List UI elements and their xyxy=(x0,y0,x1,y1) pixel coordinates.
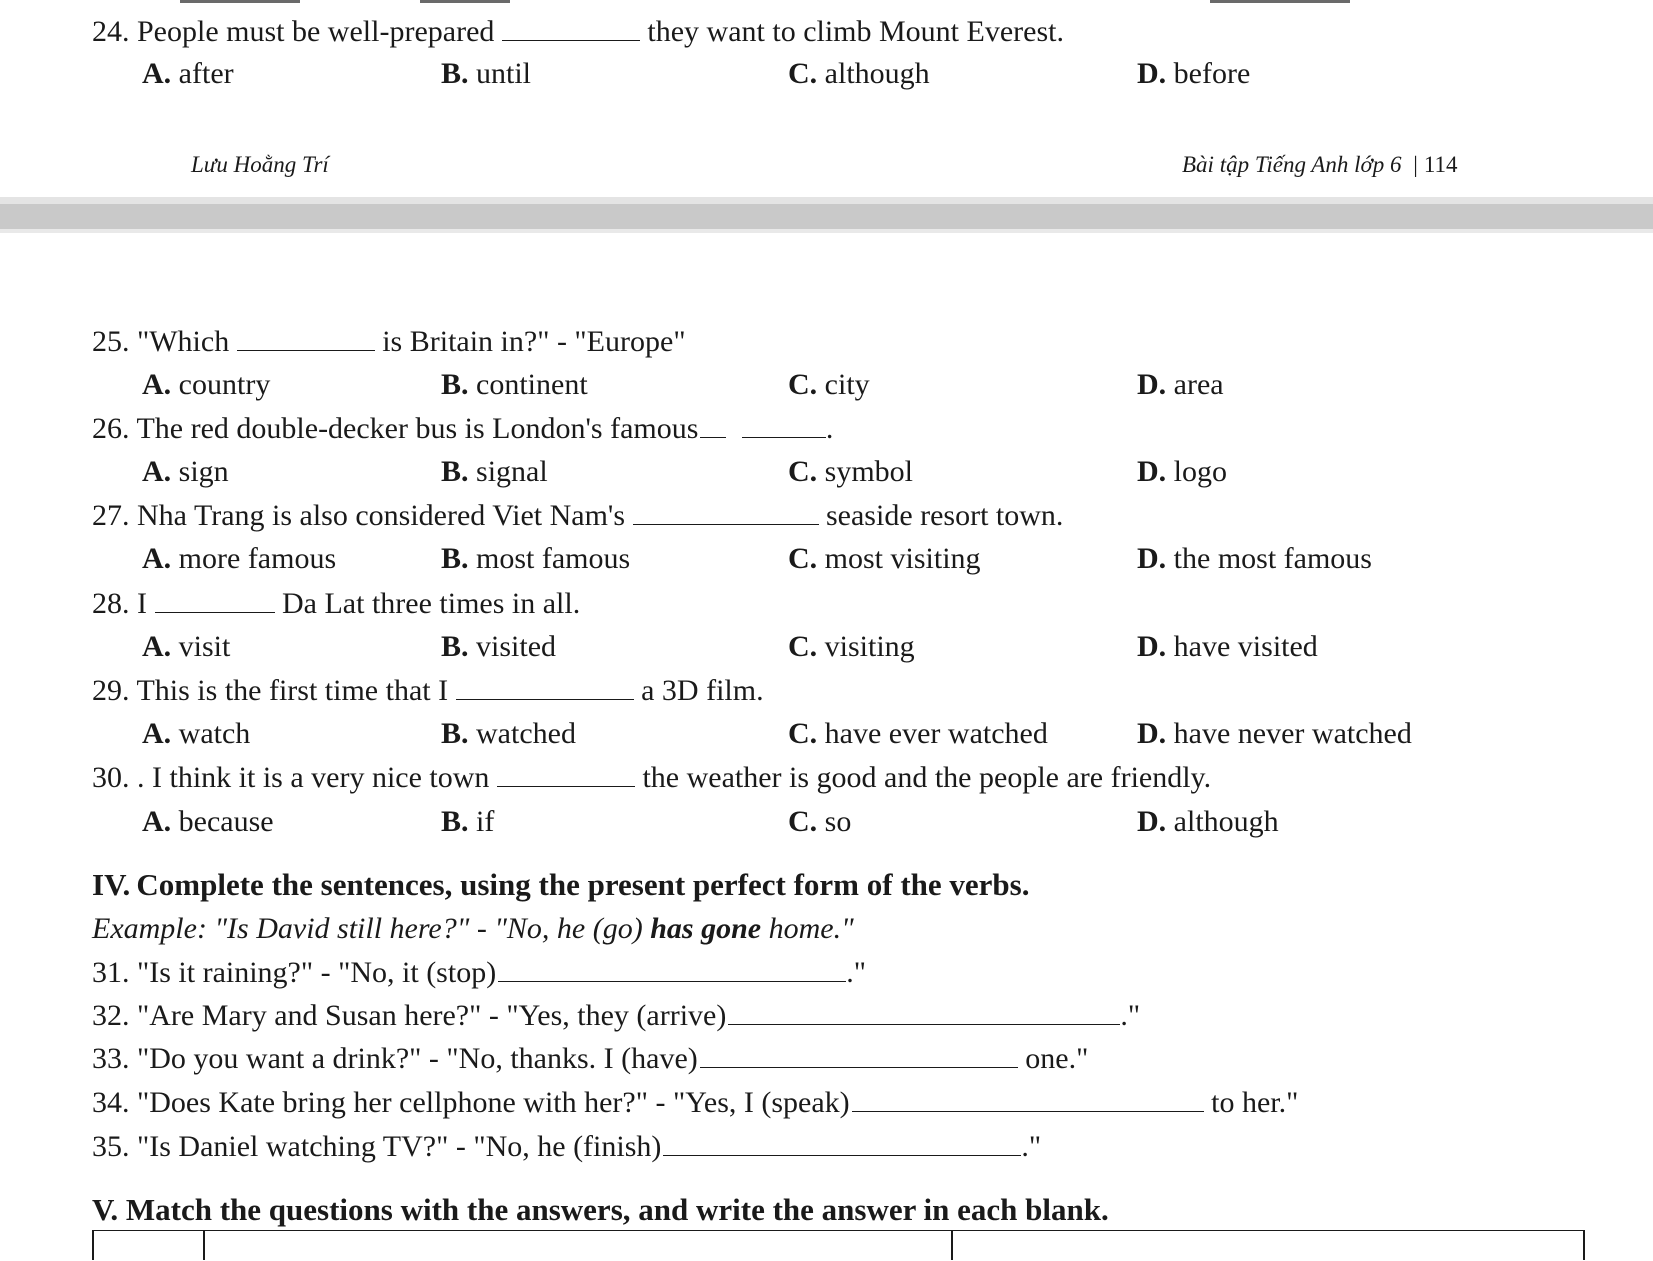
question-text: This is the first time that I xyxy=(136,674,449,707)
option-b[interactable]: B. watched xyxy=(441,717,576,750)
question-number: 29. xyxy=(92,674,130,707)
cropped-top-mark xyxy=(420,0,510,3)
question-number: 34. xyxy=(92,1086,130,1119)
question-text: ." xyxy=(846,956,866,989)
question-number: 25. xyxy=(92,325,130,358)
table-border xyxy=(951,1230,953,1260)
page-footer xyxy=(1182,152,1458,178)
option-c[interactable]: C. symbol xyxy=(788,455,914,488)
question-29 xyxy=(92,673,764,709)
option-a[interactable]: A. more famous xyxy=(142,542,337,575)
question-number: 26. xyxy=(92,412,130,445)
option-d[interactable]: D. although xyxy=(1137,805,1279,838)
author-name: Lưu Hoằng Trí xyxy=(191,152,329,177)
question-number: 27. xyxy=(92,499,130,532)
option-a[interactable]: A. country xyxy=(142,368,271,401)
question-number: 31. xyxy=(92,956,130,989)
question-text: "Are Mary and Susan here?" - "Yes, they (arrive) xyxy=(137,999,727,1032)
question-number: 24. xyxy=(92,15,130,48)
answer-blank[interactable] xyxy=(728,1000,1120,1025)
question-28 xyxy=(92,586,580,622)
page-number: 114 xyxy=(1423,152,1458,177)
question-text: . xyxy=(825,412,834,445)
table-border xyxy=(203,1230,205,1260)
question-text: the weather is good and the people are friendly. xyxy=(642,761,1212,794)
separator: | xyxy=(1413,152,1418,177)
question-text: Da Lat three times in all. xyxy=(282,587,581,620)
answer-blank[interactable] xyxy=(700,413,726,438)
question-text: one." xyxy=(1025,1042,1089,1075)
page-break-shadow xyxy=(0,197,1653,204)
option-c[interactable]: C. have ever watched xyxy=(788,717,1048,750)
question-31 xyxy=(92,955,866,991)
question-text: a 3D film. xyxy=(641,674,764,707)
answer-blank[interactable] xyxy=(498,957,846,982)
option-c[interactable]: C. city xyxy=(788,368,870,401)
option-d[interactable]: D. the most famous xyxy=(1137,542,1372,575)
option-d[interactable]: D. have visited xyxy=(1137,630,1318,663)
answer-blank[interactable] xyxy=(237,326,375,351)
option-c[interactable]: C. most visiting xyxy=(788,542,981,575)
question-34 xyxy=(92,1085,1298,1121)
question-number: 35. xyxy=(92,1130,130,1163)
question-text: seaside resort town. xyxy=(826,499,1064,532)
table-border xyxy=(92,1230,94,1260)
question-text: "Do you want a drink?" - "No, thanks. I (have) xyxy=(137,1042,698,1075)
question-33 xyxy=(92,1041,1088,1077)
question-text: is Britain in?" - "Europe" xyxy=(382,325,686,358)
option-c[interactable]: C. visiting xyxy=(788,630,915,663)
answer-blank[interactable] xyxy=(155,588,275,613)
option-b[interactable]: B. most famous xyxy=(441,542,631,575)
page-break-edge xyxy=(0,229,1653,233)
option-d[interactable]: D. before xyxy=(1137,57,1251,90)
option-c[interactable]: C. so xyxy=(788,805,852,838)
option-d[interactable]: D. logo xyxy=(1137,455,1228,488)
example-sentence: Example: "Is David still here?" - "No, he (go) has gone home." xyxy=(92,912,854,945)
option-a[interactable]: A. because xyxy=(142,805,274,838)
question-32 xyxy=(92,998,1140,1034)
question-text: to her." xyxy=(1211,1086,1299,1119)
option-d[interactable]: D. have never watched xyxy=(1137,717,1412,750)
answer-blank[interactable] xyxy=(742,413,826,438)
answer-blank[interactable] xyxy=(633,500,819,525)
question-text: "Which xyxy=(137,325,230,358)
option-a[interactable]: A. sign xyxy=(142,455,229,488)
question-number: 28. xyxy=(92,587,130,620)
question-text: ." xyxy=(1120,999,1141,1032)
question-text: People must be well-prepared xyxy=(137,15,495,48)
question-number: 33. xyxy=(92,1042,130,1075)
question-text: The red double-decker bus is London's famous xyxy=(136,412,699,445)
question-number: 30. xyxy=(92,761,130,794)
example-answer: has gone xyxy=(650,912,762,945)
option-a[interactable]: A. visit xyxy=(142,630,231,663)
option-b[interactable]: B. visited xyxy=(441,630,557,663)
answer-blank[interactable] xyxy=(700,1043,1018,1068)
question-text: "Is it raining?" - "No, it (stop) xyxy=(137,956,497,989)
question-text: . I think it is a very nice town xyxy=(137,761,490,794)
question-number: 32. xyxy=(92,999,130,1032)
answer-blank[interactable] xyxy=(497,762,635,787)
question-text: "Does Kate bring her cellphone with her?" - "Yes, I (speak) xyxy=(137,1086,850,1119)
option-a[interactable]: A. watch xyxy=(142,717,251,750)
question-30 xyxy=(92,760,1211,796)
question-text: they want to climb Mount Everest. xyxy=(647,15,1064,48)
section-4-heading: IV. Complete the sentences, using the present perfect form of the verbs. xyxy=(92,867,1030,902)
cropped-top-mark xyxy=(1210,0,1350,3)
option-b[interactable]: B. until xyxy=(441,57,532,90)
option-c[interactable]: C. although xyxy=(788,57,930,90)
question-text: ." xyxy=(1021,1130,1042,1163)
question-27 xyxy=(92,498,1063,534)
answer-blank[interactable] xyxy=(502,16,640,41)
question-text: Nha Trang is also considered Viet Nam's xyxy=(137,499,625,532)
answer-blank[interactable] xyxy=(663,1131,1021,1156)
question-25 xyxy=(92,324,686,360)
option-a[interactable]: A. after xyxy=(142,57,234,90)
cropped-top-mark xyxy=(180,0,300,3)
answer-blank[interactable] xyxy=(852,1087,1204,1112)
option-b[interactable]: B. signal xyxy=(441,455,548,488)
question-24 xyxy=(92,14,1064,50)
question-text: I xyxy=(137,587,147,620)
option-b[interactable]: B. if xyxy=(441,805,495,838)
option-b[interactable]: B. continent xyxy=(441,368,588,401)
question-text: "Is Daniel watching TV?" - "No, he (finish) xyxy=(137,1130,662,1163)
question-26 xyxy=(92,411,833,447)
book-title: Bài tập Tiếng Anh lớp 6 xyxy=(1182,152,1402,177)
section-5-heading: V. Match the questions with the answers, and write the answer in each blank. xyxy=(92,1192,1109,1227)
option-d[interactable]: D. area xyxy=(1137,368,1224,401)
matching-table xyxy=(92,1230,1584,1261)
page-break xyxy=(0,204,1653,229)
table-border xyxy=(1583,1230,1585,1260)
question-35 xyxy=(92,1129,1041,1165)
answer-blank[interactable] xyxy=(456,675,634,700)
